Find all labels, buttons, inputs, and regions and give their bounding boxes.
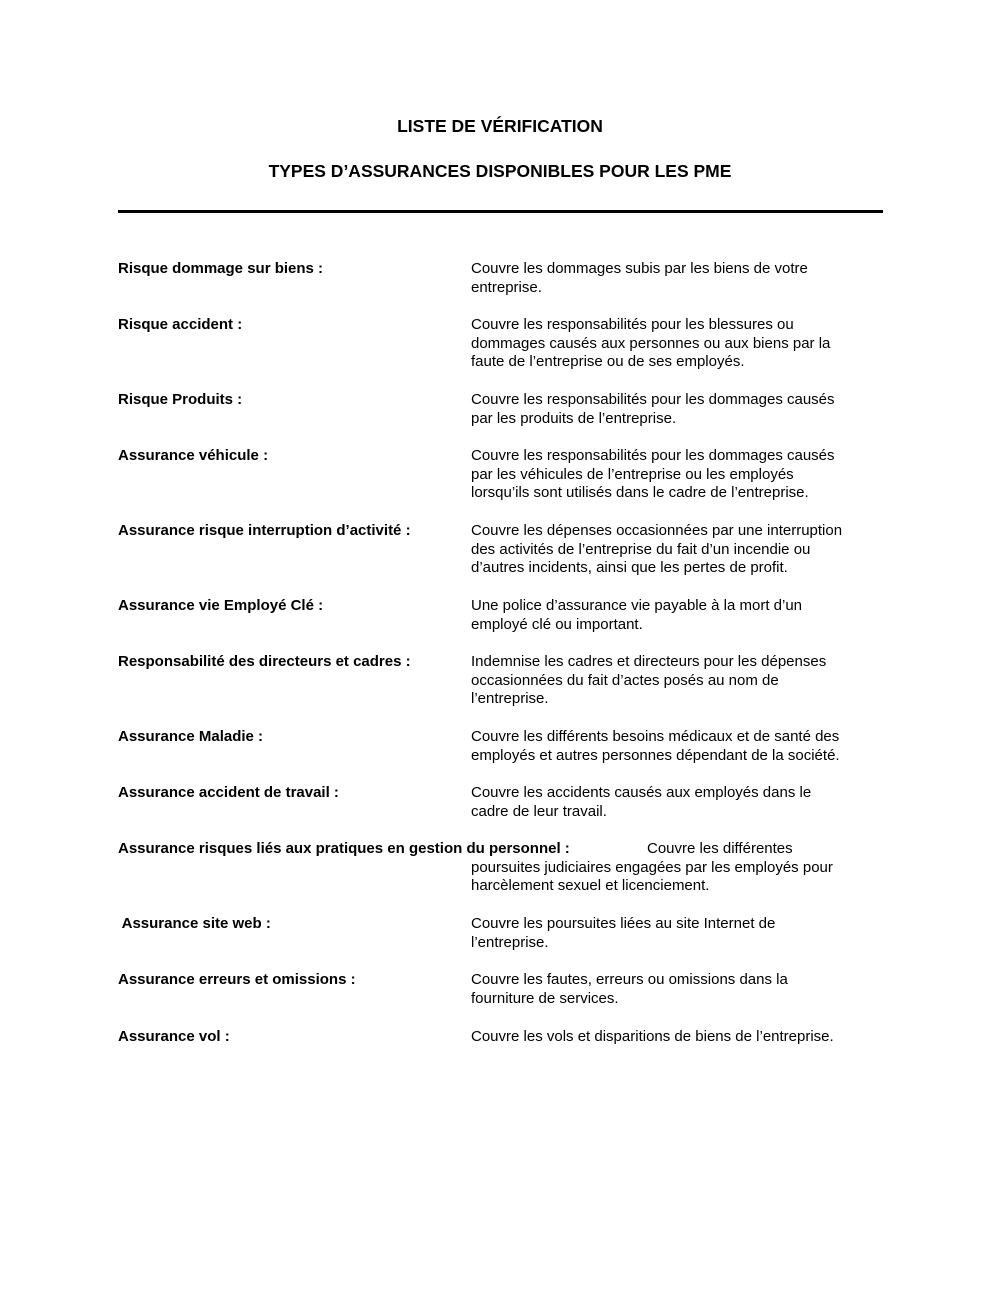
item-description: Couvre les poursuites liées au site Internet de l’entreprise.	[471, 915, 776, 951]
item-description-first-line: Couvre les différentes	[647, 840, 793, 857]
item-description: Couvre les différents besoins médicaux et de santé des employés et autres personnes dépendant de la société.	[471, 728, 840, 764]
item-description: Une police d’assurance vie payable à la mort d’un employé clé ou important.	[471, 597, 803, 633]
horizontal-rule	[118, 210, 883, 213]
item-description: Couvre les vols et disparitions de biens de l’entreprise.	[471, 1028, 834, 1045]
item-description: Couvre les dommages subis par les biens de votre entreprise.	[471, 260, 808, 296]
item-label: Responsabilité des directeurs et cadres :	[118, 653, 411, 670]
document-subtitle: TYPES D’ASSURANCES DISPONIBLES POUR LES PME	[268, 161, 732, 181]
item-label: Assurance site web :	[118, 915, 271, 932]
item-description: Couvre les responsabilités pour les dommages causés par les produits de l’entreprise.	[471, 391, 835, 427]
item-label: Assurance véhicule :	[118, 447, 269, 464]
item-label: Risque Produits :	[118, 391, 243, 408]
item-label: Assurance erreurs et omissions :	[118, 971, 356, 988]
item-description: Couvre les accidents causés aux employés dans le cadre de leur travail.	[471, 784, 812, 820]
item-label: Risque dommage sur biens :	[118, 260, 324, 277]
item-description: Couvre les responsabilités pour les blessures ou dommages causés aux personnes ou aux biens par la faute de l’entreprise ou de ses employés.	[471, 316, 831, 371]
item-description: Couvre les dépenses occasionnées par une interruption des activités de l’entreprise du fait d’un incendie ou d’autres incidents, ainsi que les pertes de profit.	[471, 522, 843, 577]
item-label: Assurance accident de travail :	[118, 784, 339, 801]
item-description: Indemnise les cadres et directeurs pour les dépenses occasionnées du fait d’actes posés au nom de l’entreprise.	[471, 653, 827, 708]
item-description: poursuites judiciaires engagées par les employés pour harcèlement sexuel et licenciement.	[471, 858, 833, 895]
item-label: Assurance vol :	[118, 1028, 230, 1045]
item-label: Assurance risque interruption d’activité :	[118, 522, 411, 539]
item-label: Assurance vie Employé Clé :	[118, 597, 324, 614]
item-description: Couvre les responsabilités pour les dommages causés par les véhicules de l’entreprise ou les employés lorsqu’ils sont utilisés dans le cadre de l’entreprise.	[471, 447, 835, 502]
item-label: Assurance Maladie :	[118, 728, 264, 745]
document-title: LISTE DE VÉRIFICATION	[397, 116, 603, 136]
item-description: Couvre les fautes, erreurs ou omissions dans la fourniture de services.	[471, 971, 788, 1007]
item-label: Risque accident :	[118, 316, 243, 333]
item-label: Assurance risques liés aux pratiques en gestion du personnel :	[118, 840, 570, 857]
